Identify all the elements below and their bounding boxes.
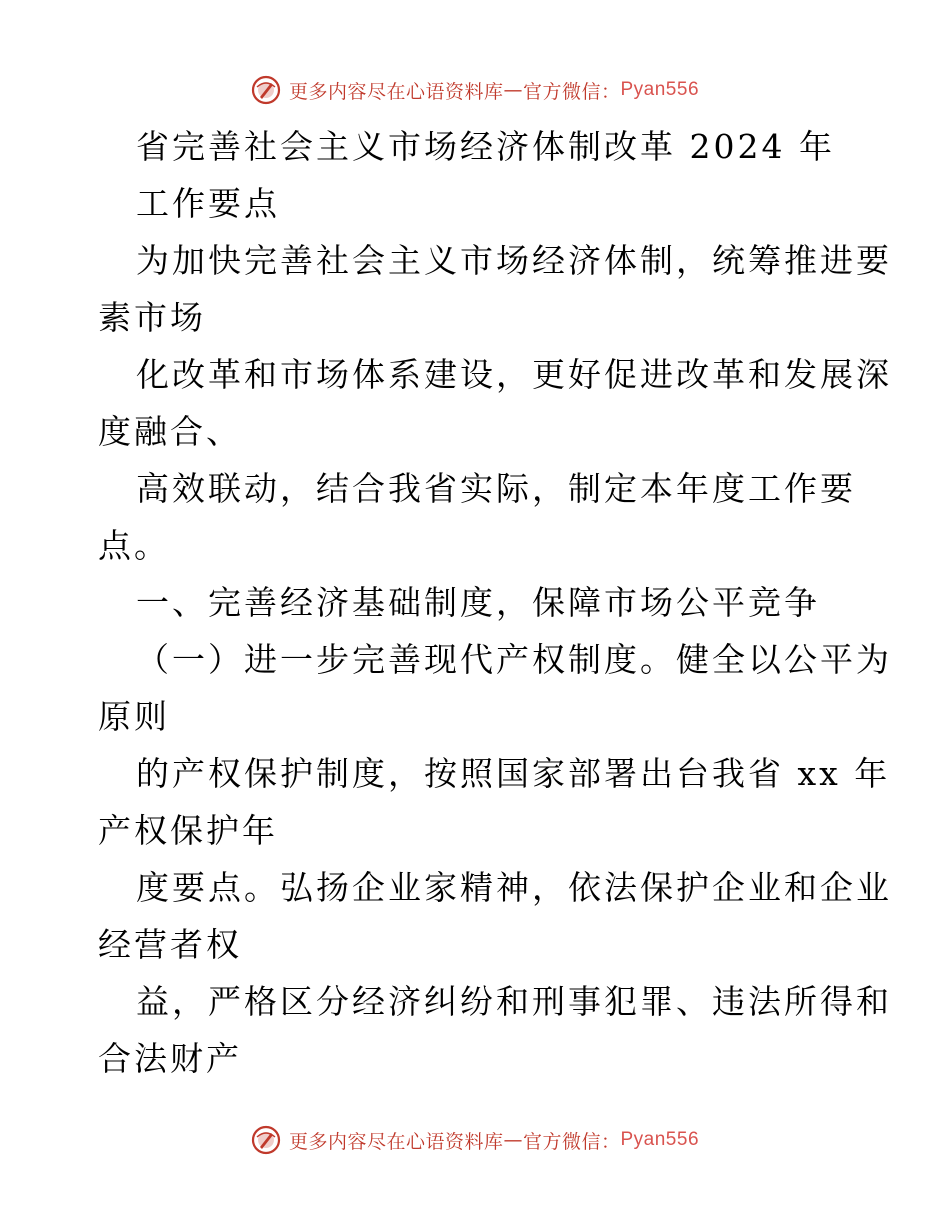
watermark-wechat-id: Pyan556 [620,79,700,100]
header-watermark [0,70,950,110]
watermark-wechat-id: Pyan556 [620,1129,700,1150]
watermark-label: 官方微信： [522,1130,621,1153]
doc-title-line-2: 工作要点 [136,184,280,223]
doc-title-line-1: 省完善社会主义市场经济体制改革 2024 年 [136,127,835,166]
watermark-label: 官方微信： [522,80,621,103]
watermark-dash: — [503,79,523,101]
paragraph-line: 高效联动，结合我省实际，制定本年度工作要 [136,469,856,508]
paragraph-line: 益，严格区分经济纠纷和刑事犯罪、违法所得和 [136,982,892,1021]
paragraph-line: 的产权保护制度，按照国家部署出台我省 xx 年 [136,754,891,793]
paragraph-line: 点。 [98,526,170,565]
watermark-site-text: 更多内容尽在心语资料库 [288,80,504,103]
paragraph-line: 原则 [98,697,170,736]
paragraph-line: 经营者权 [98,925,242,964]
watermark-dash: — [503,1129,523,1151]
watermark-site-text: 更多内容尽在心语资料库 [288,1130,504,1153]
paragraph-line: 化改革和市场体系建设，更好促进改革和发展深 [136,355,892,394]
paragraph-line: 度要点。弘扬企业家精神，依法保护企业和企业 [136,868,892,907]
document-body [98,118,892,1087]
section-heading: 一、完善经济基础制度，保障市场公平竞争 [136,583,820,622]
paragraph-line: 产权保护年 [98,811,278,850]
quill-circle-icon [251,1125,281,1155]
quill-circle-icon [251,75,281,105]
paragraph-line: 合法财产 [98,1039,242,1078]
paragraph-line: 为加快完善社会主义市场经济体制，统筹推进要 [136,241,892,280]
footer-watermark [0,1120,950,1160]
paragraph-line: 素市场 [98,298,206,337]
paragraph-line: 度融合、 [98,412,242,451]
paragraph-line: （一）进一步完善现代产权制度。健全以公平为 [136,640,892,679]
